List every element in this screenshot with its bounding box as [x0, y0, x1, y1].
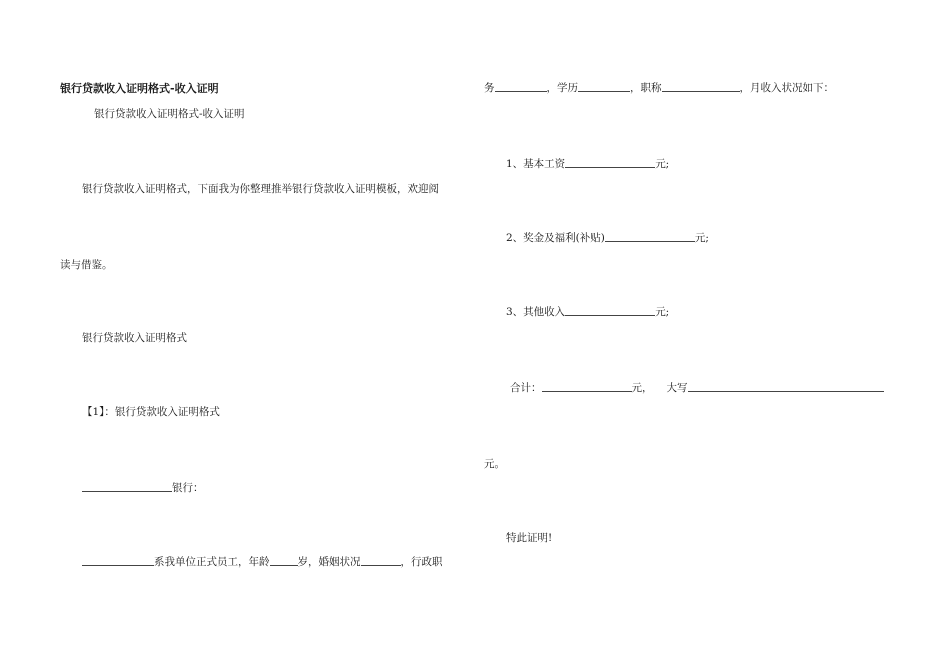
other-income-line — [506, 304, 669, 319]
income-intro: ，月收入状况如下： — [739, 82, 834, 94]
yuan-end: 元。 — [484, 458, 505, 470]
uppercase-label: 大写 — [666, 382, 688, 394]
position-line — [484, 80, 834, 95]
title-blank — [662, 90, 740, 92]
bonus-label: 2、奖金及福利(补贴) — [506, 232, 605, 244]
document-subtitle: 银行贷款收入证明格式-收入证明 — [94, 108, 245, 120]
position-text: 务 — [484, 82, 495, 94]
section-heading: 银行贷款收入证明格式 — [82, 332, 187, 344]
bank-suffix: 银行： — [172, 482, 204, 494]
salary-unit: 元; — [655, 158, 670, 170]
bonus-line — [506, 230, 709, 245]
intro-line-2: 读与借鉴。 — [60, 259, 113, 271]
education-label: ，学历 — [546, 82, 578, 94]
uppercase-blank — [688, 390, 884, 392]
employee-name-blank — [82, 564, 154, 566]
total-line — [510, 380, 884, 395]
bonus-blank — [605, 240, 695, 242]
bank-name-blank — [82, 490, 172, 492]
education-blank — [578, 90, 630, 92]
employee-line — [82, 554, 443, 569]
marital-status-blank — [361, 564, 401, 566]
bank-line — [82, 480, 204, 495]
employee-text-3: ，行政职 — [400, 556, 443, 568]
other-income-label: 3、其他收入 — [506, 306, 566, 318]
other-income-unit: 元; — [655, 306, 670, 318]
item-1-label: 【1】：银行贷款收入证明格式 — [82, 406, 220, 418]
position-blank — [495, 90, 547, 92]
document-title: 银行贷款收入证明格式-收入证明 — [60, 82, 219, 95]
salary-label: 1、基本工资 — [506, 158, 566, 170]
intro-line-1: 银行贷款收入证明格式，下面我为你整理推举银行贷款收入证明模板，欢迎阅 — [82, 183, 439, 195]
certify-text: 特此证明! — [506, 532, 553, 544]
age-blank — [270, 564, 298, 566]
total-unit: 元， — [631, 382, 653, 394]
other-income-blank — [565, 314, 655, 316]
total-blank — [542, 390, 632, 392]
bonus-unit: 元; — [694, 232, 709, 244]
title-label: ，职称 — [630, 82, 662, 94]
employee-text-2: 岁，婚姻状况 — [297, 556, 361, 568]
total-label: 合计： — [510, 382, 542, 394]
employee-text-1: 系我单位正式员工，年龄 — [154, 556, 270, 568]
salary-line — [506, 156, 669, 171]
salary-blank — [565, 166, 655, 168]
